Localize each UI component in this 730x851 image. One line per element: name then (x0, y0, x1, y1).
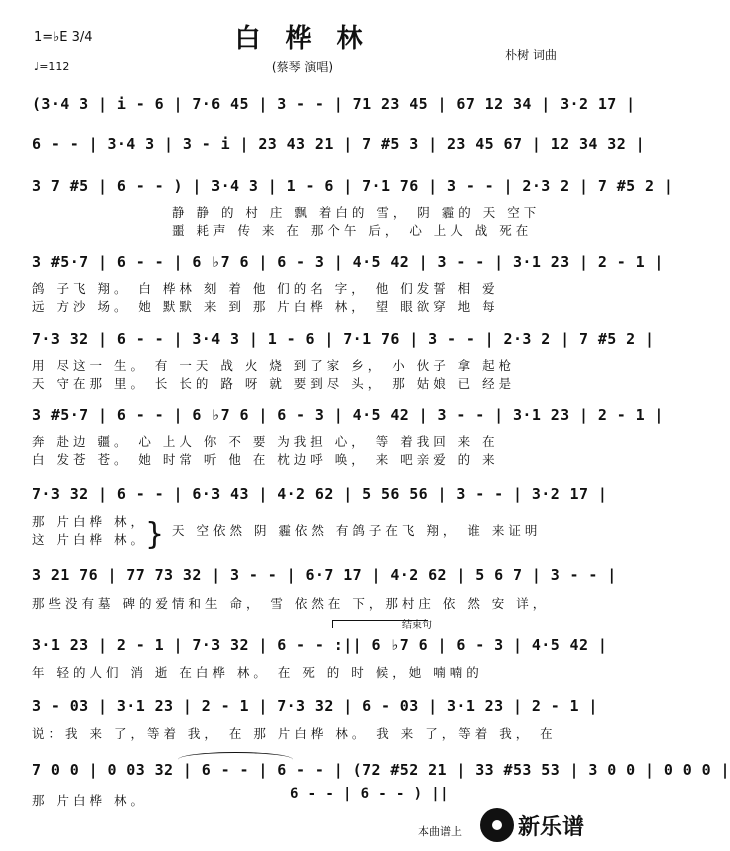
refrain-lyric: 天 空依然 阴 霾依然 有鸽子在飞 翔， 谁 来证明 (172, 523, 542, 538)
notation-line-11: 7 0 0 | 0 03 32 | 6 - - | 6 - - | (72 #52 21 | 33 #53 53 | 3 0 0 | 0 0 0 | (32, 761, 730, 779)
alternate-ending: 6 - - | 6 - - ) || (290, 786, 449, 802)
lyric-line-3b: 噩 耗声 传 来 在 那个午 后， 心 上人 战 死在 (172, 223, 533, 238)
notation-line-2: 6 - - | 3·4 3 | 3 - i | 23 43 21 | 7 #5 3 | 23 45 67 | 12 34 32 | (32, 135, 645, 153)
notation-line-6: 3 #5·7 | 6 - - | 6 ♭7 6 | 6 - 3 | 4·5 42 | 3 - - | 3·1 23 | 2 - 1 | (32, 406, 664, 424)
lyric-line-4a: 鸽 子飞 翔。 白 桦林 刻 着 他 们的名 字， 他 们发誓 相 爱 (32, 281, 499, 296)
composer-credit: 朴树 词曲 (505, 48, 557, 62)
lyric-line-3a: 静 静 的 村 庄 飘 着白的 雪， 阴 霾的 天 空下 (172, 205, 541, 220)
tempo-marking: ♩=112 (34, 60, 70, 73)
notation-line-4: 3 #5·7 | 6 - - | 6 ♭7 6 | 6 - 3 | 4·5 42 | 3 - - | 3·1 23 | 2 - 1 | (32, 253, 664, 271)
ending-label: 结束句 (402, 620, 432, 631)
lyric-line-9: 年 轻的人们 消 逝 在白桦 林。 在 死 的 时 候，她 喃喃的 (32, 665, 483, 680)
lyric-line-11: 那 片白桦 林。 (32, 793, 147, 808)
lyric-line-7a: 那 片白桦 林， (32, 514, 147, 529)
lyric-line-10: 说：我 来 了，等着 我， 在 那 片白桦 林。 我 来 了，等着 我， 在 (32, 726, 557, 741)
lyric-brace: } (145, 517, 165, 552)
notation-line-8: 3 21 76 | 77 73 32 | 3 - - | 6·7 17 | 4·2 62 | 5 6 7 | 3 - - | (32, 566, 617, 584)
ending-bracket-tick (332, 620, 333, 628)
notation-line-9: 3·1 23 | 2 - 1 | 7·3 32 | 6 - - :|| 6 ♭7 6 | 6 - 3 | 4·5 42 | (32, 636, 608, 654)
notation-line-10: 3 - 03 | 3·1 23 | 2 - 1 | 7·3 32 | 6 - 03 | 3·1 23 | 2 - 1 | (32, 697, 598, 715)
lyric-line-5a: 用 尽这一 生。 有 一天 战 火 烧 到了家 乡， 小 伙子 拿 起枪 (32, 358, 516, 373)
lyric-line-6a: 奔 赴边 疆。 心 上人 你 不 要 为我担 心， 等 着我回 来 在 (32, 434, 499, 449)
lyric-line-5b: 天 守在那 里。 长 长的 路 呀 就 要到尽 头， 那 姑娘 已 经是 (32, 376, 516, 391)
notation-line-1: (3·4 3 | i - 6 | 7·6 45 | 3 - - | 71 23 45 | 67 12 34 | 3·2 17 | (32, 95, 636, 113)
notation-line-3: 3 7 #5 | 6 - - ) | 3·4 3 | 1 - 6 | 7·1 76 | 3 - - | 2·3 2 | 7 #5 2 | (32, 177, 674, 195)
record-disc-icon (480, 808, 514, 842)
lyric-line-4b: 远 方沙 场。 她 默默 来 到 那 片白桦 林， 望 眼欲穿 地 每 (32, 299, 499, 314)
lyric-line-8: 那些没有墓 碑的爱情和生 命， 雪 依然在 下，那村庄 依 然 安 详， (32, 596, 550, 611)
source-note: 本曲谱上 (418, 825, 462, 838)
notation-line-5: 7·3 32 | 6 - - | 3·4 3 | 1 - 6 | 7·1 76 | 3 - - | 2·3 2 | 7 #5 2 | (32, 330, 655, 348)
brand-name: 新乐谱 (518, 815, 585, 840)
key-signature: 1=♭E 3/4 (34, 30, 93, 45)
lyric-line-6b: 白 发苍 苍。 她 时常 听 他 在 枕边呼 唤， 来 吧亲爱 的 来 (32, 452, 499, 467)
lyric-line-7b: 这 片白桦 林。 (32, 532, 147, 547)
song-subtitle: (蔡琴 演唱) (271, 60, 334, 74)
song-title: 白 桦 林 (234, 24, 371, 54)
notation-line-7: 7·3 32 | 6 - - | 6·3 43 | 4·2 62 | 5 56 56 | 3 - - | 3·2 17 | (32, 485, 608, 503)
